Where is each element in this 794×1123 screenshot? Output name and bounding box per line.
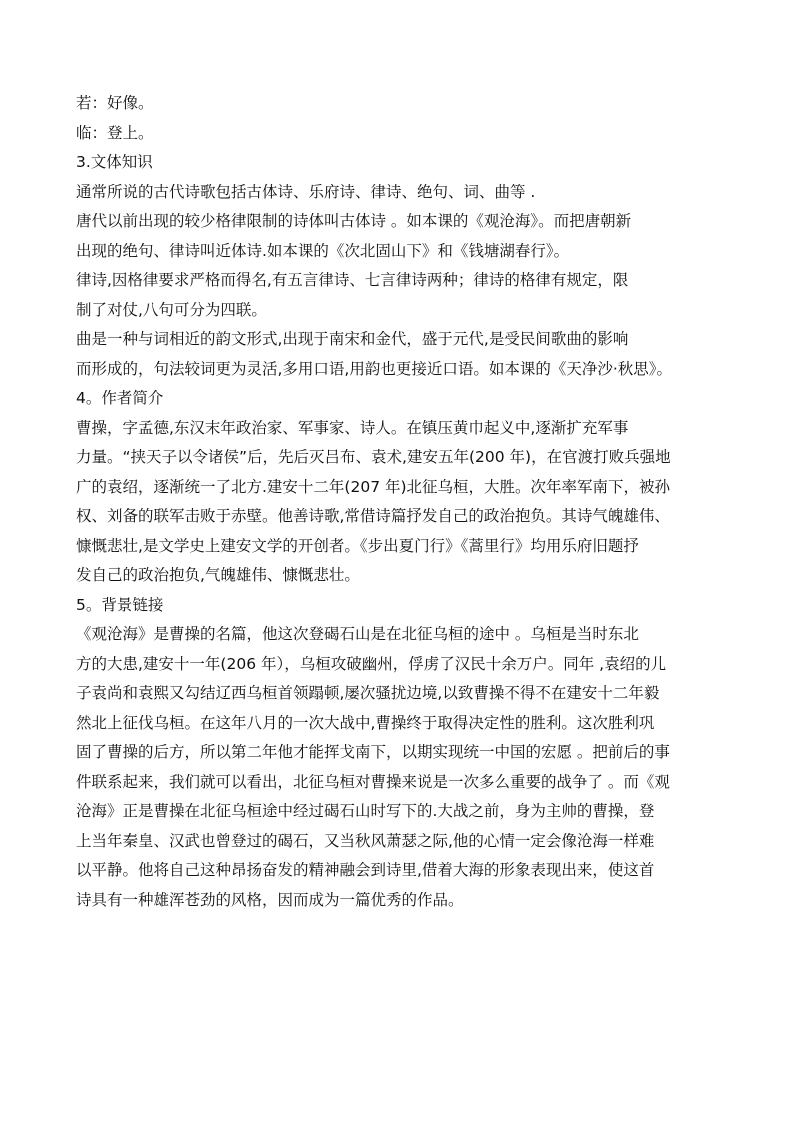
section-heading-author: 4。作者简介 <box>76 389 164 407</box>
paragraph-ancient-poetry <box>76 207 758 266</box>
paragraph-line: 《观沧海》是曹操的名篇，他这次登碣石山是在北征乌桓的途中 。乌桓是当时东北 <box>76 625 639 643</box>
gloss-line-lin: 临：登上。 <box>76 123 154 142</box>
paragraph-line: 固了曹操的后方，所以第二年他才能挥戈南下，以期实现统一中国的宏愿 。把前后的事 <box>76 743 670 761</box>
paragraph-qu <box>76 325 758 384</box>
paragraph-line: 律诗,因格律要求严格而得名,有五言律诗、七言律诗两种；律诗的格律有规定，限 <box>76 271 629 289</box>
paragraph-line: 沧海》正是曹操在北征乌桓途中经过碣石山时写下的.大战之前，身为主帅的曹操，登 <box>76 802 655 820</box>
section-heading-background: 5。背景链接 <box>76 595 164 614</box>
paragraph-line: 发自己的政治抱负,气魄雄伟、慷慨悲壮。 <box>76 566 360 584</box>
paragraph-line: 然北上征伐乌桓。在这年八月的一次大战中,曹操终于取得决定性的胜利。这次胜利巩 <box>76 713 655 732</box>
paragraph-line: 上当年秦皇、汉武也曾登过的碣石，又当秋风萧瑟之际,他的心情一定会像沧海一样难 <box>76 831 655 850</box>
gloss-line-ruo: 若：好像。 <box>76 94 154 112</box>
paragraph-line: 而形成的，句法较词更为灵活,多用口语,用韵也更接近口语。如本课的《天净沙·秋思》。 <box>76 359 673 378</box>
paragraph-line: 以平静。他将自己这种昂扬奋发的精神融会到诗里,借着大海的形象表现出来，使这首 <box>76 861 655 879</box>
paragraph-line: 子袁尚和袁熙又勾结辽西乌桓首领蹋顿,屡次骚扰边境,以致曹操不得不在建安十二年毅 <box>76 684 660 702</box>
paragraph-line: 诗具有一种雄浑苍劲的风格，因而成为一篇优秀的作品。 <box>76 890 464 909</box>
paragraph-background <box>76 620 758 915</box>
paragraph-regulated-verse <box>76 266 758 325</box>
document-body <box>76 89 758 915</box>
paragraph-line: 权、刘备的联军击败于赤壁。他善诗歌,常借诗篇抒发自己的政治抱负。其诗气魄雄伟、 <box>76 507 670 525</box>
paragraph-line: 曹操，字孟德,东汉末年政治家、军事家、诗人。在镇压黄巾起义中,逐渐扩充军事 <box>76 418 629 437</box>
paragraph-author-bio <box>76 414 758 591</box>
paragraph-line: 唐代以前出现的较少格律限制的诗体叫古体诗 。如本课的《观沧海》。而把唐朝新 <box>76 212 632 230</box>
paragraph-line: 慷慨悲壮,是文学史上建安文学的开创者。《步出夏门行》《蒿里行》均用乐府旧题抒 <box>76 536 639 555</box>
paragraph-line: 件联系起来，我们就可以看出，北征乌桓对曹操来说是一次多么重要的战争了 。而《观 <box>76 772 670 791</box>
paragraph-line: 制了对仗,八句可分为四联。 <box>76 300 267 319</box>
paragraph-line: 力量。“挟天子以令诸侯”后，先后灭吕布、袁术,建安五年(200 年)，在官渡打败兵强地 <box>76 448 671 466</box>
paragraph-line: 方的大患,建安十一年(206 年），乌桓攻破幽州，俘虏了汉民十余万户。同年 ,袁绍的儿 <box>76 654 667 673</box>
paragraph-line: 曲是一种与词相近的韵文形式,出现于南宋和金代，盛于元代,是受民间歌曲的影响 <box>76 330 629 348</box>
paragraph-line: 广的袁绍，逐渐统一了北方.建安十二年(207 年)北征乌桓，大胜。次年率军南下，被孙 <box>76 477 671 496</box>
paragraph-genre-intro: 通常所说的古代诗歌包括古体诗、乐府诗、律诗、绝句、词、曲等 . <box>76 182 536 201</box>
paragraph-line: 出现的绝句、律诗叫近体诗.如本课的《次北固山下》和《钱塘湖春行》。 <box>76 241 570 260</box>
section-heading-genre: 3.文体知识 <box>76 153 153 171</box>
